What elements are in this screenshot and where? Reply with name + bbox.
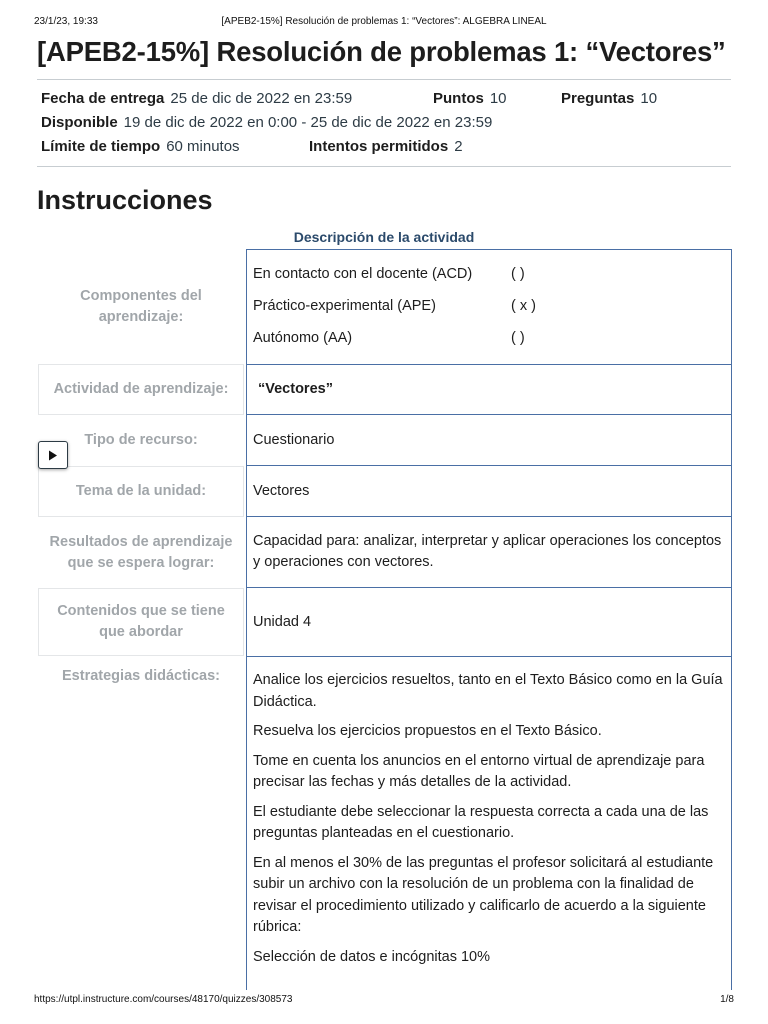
questions-value: 10 — [640, 90, 658, 107]
component-text: Autónomo (AA) — [253, 329, 353, 346]
due-value: 25 de dic de 2022 en 23:59 — [170, 90, 353, 107]
resource-value: Cuestionario — [246, 414, 732, 466]
attempts-label: Intentos permitidos — [309, 138, 449, 155]
contents-value: Unidad 4 — [246, 587, 732, 657]
print-footer — [34, 994, 734, 1008]
strategy-paragraph: Resuelva los ejercicios propuestos en el Texto Básico. — [253, 723, 602, 739]
strategies-label: Estrategias didácticas: — [62, 668, 220, 684]
results-label: Resultados de aprendizaje que se espera lograr: — [49, 533, 233, 571]
quiz-details-row-2 — [41, 114, 492, 131]
time-limit-label: Límite de tiempo — [41, 138, 161, 155]
strategy-paragraph: El estudiante debe seleccionar la respuesta correcta a cada una de las preguntas planteadas en el cuestionario. — [253, 803, 709, 841]
available-value: 19 de dic de 2022 en 0:00 - 25 de dic de 2022 en 23:59 — [123, 114, 493, 131]
components-label: Componentes del aprendizaje: — [80, 287, 202, 325]
details-divider — [37, 166, 731, 167]
component-item — [253, 322, 725, 354]
component-text: Práctico-experimental (APE) — [253, 297, 436, 314]
strategies-cell — [246, 656, 732, 990]
available-label: Disponible — [41, 114, 118, 131]
questions-label: Preguntas — [561, 90, 635, 107]
quiz-details-row-3 — [41, 138, 240, 155]
print-page-title: [APEB2-15%] Resolución de problemas 1: “Vectores”: ALGEBRA LINEAL — [221, 16, 547, 27]
due-label: Fecha de entrega — [41, 90, 165, 107]
points-value: 10 — [489, 90, 507, 107]
topic-label: Tema de la unidad: — [38, 466, 244, 517]
points-label: Puntos — [433, 90, 484, 107]
components-cell — [246, 249, 732, 365]
strategy-paragraph: En al menos el 30% de las preguntas el profesor solicitará al estudiante subir un archivo con la resolución de un problema con la finalidad de revisar el procedimiento utilizado y calificarlo de acuerdo a la siguiente rúbrica: — [253, 854, 714, 935]
activity-value: “Vectores” — [246, 364, 732, 415]
instructions-heading: Instrucciones — [37, 185, 213, 215]
component-mark: ( ) — [511, 265, 525, 282]
attempts-value: 2 — [454, 138, 463, 155]
play-button[interactable] — [38, 441, 68, 469]
component-mark: ( ) — [511, 329, 525, 346]
points-detail — [433, 90, 507, 107]
component-item — [253, 258, 725, 290]
print-datetime: 23/1/23, 19:33 — [34, 16, 98, 27]
title-divider — [37, 79, 731, 80]
component-mark: ( x ) — [511, 297, 536, 314]
play-icon — [48, 450, 58, 461]
questions-detail — [561, 90, 657, 107]
component-item — [253, 290, 725, 322]
topic-value: Vectores — [246, 465, 732, 517]
strategy-paragraph: Analice los ejercicios resueltos, tanto en el Texto Básico como en la Guía Didáctica. — [253, 672, 723, 710]
activity-label: Actividad de aprendizaje: — [38, 364, 244, 415]
page-number: 1/8 — [720, 994, 734, 1005]
results-value: Capacidad para: analizar, interpretar y aplicar operaciones los conceptos y operaciones con vectores. — [246, 516, 732, 588]
page-url: https://utpl.instructure.com/courses/48170/quizzes/308573 — [34, 994, 293, 1005]
table-caption: Descripción de la actividad — [293, 229, 475, 245]
quiz-details-row-1 — [41, 90, 352, 107]
quiz-title: [APEB2-15%] Resolución de problemas 1: “Vectores” — [37, 36, 726, 67]
strategy-paragraph: Tome en cuenta los anuncios en el entorno virtual de aprendizaje para precisar las fechas y más detalles de la actividad. — [253, 752, 705, 790]
attempts-detail — [309, 138, 463, 155]
time-limit-value: 60 minutos — [166, 138, 240, 155]
contents-label: Contenidos que se tiene que abordar — [38, 588, 244, 656]
component-text: En contacto con el docente (ACD) — [253, 265, 473, 282]
print-header — [34, 16, 734, 30]
strategy-paragraph: Selección de datos e incógnitas 10% — [253, 948, 490, 965]
resource-label: Tipo de recurso: — [84, 432, 198, 448]
